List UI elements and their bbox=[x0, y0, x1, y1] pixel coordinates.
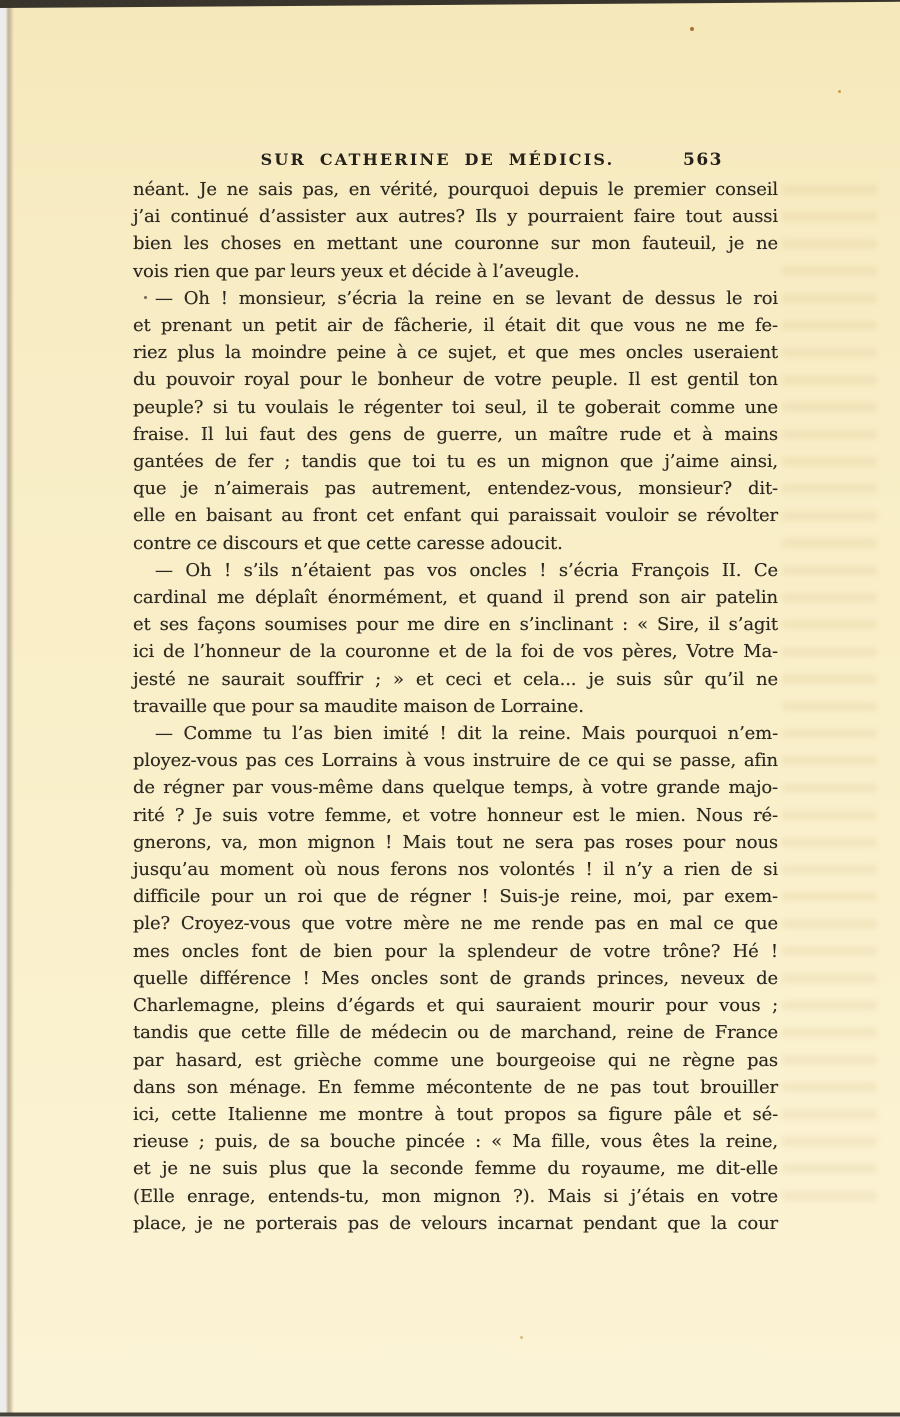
text-line: ple? Croyez-vous que votre mère ne me rende pas en mal ce que bbox=[133, 913, 778, 935]
text-line: et ses façons soumises pour me dire en s’inclinant : « Sire, il s’agit bbox=[133, 614, 778, 636]
text-line: contre ce discours et que cette caresse adoucit. bbox=[133, 532, 563, 554]
paper-speck bbox=[838, 90, 841, 93]
paragraph bbox=[133, 557, 778, 720]
text-line: — Oh ! s’ils n’étaient pas vos oncles ! s’écria François II. Ce bbox=[155, 559, 778, 581]
paragraph bbox=[133, 285, 778, 557]
text-line: néant. Je ne sais pas, en vérité, pourquoi depuis le premier conseil bbox=[133, 179, 778, 200]
text-line: vois rien que par leurs yeux et décide à l’aveugle. bbox=[133, 260, 580, 282]
page-number: 563 bbox=[683, 150, 723, 170]
text-line: par hasard, est grièche comme une bourgeoise qui ne règne pas bbox=[133, 1049, 778, 1071]
text-line: travaille que pour sa maudite maison de Lorraine. bbox=[133, 695, 584, 717]
text-line: et je ne suis plus que la seconde femme du royaume, me dit-elle bbox=[133, 1158, 778, 1180]
paragraph bbox=[133, 720, 778, 1237]
paper-speck bbox=[690, 27, 694, 31]
text-line: et prenant un petit air de fâcherie, il était dit que vous ne me fe- bbox=[133, 315, 778, 337]
running-header-title: SUR CATHERINE DE MÉDICIS. bbox=[260, 150, 615, 169]
text-line: que je n’aimerais pas autrement, entendez-vous, monsieur? dit- bbox=[133, 478, 778, 500]
reverse-page-showthrough bbox=[782, 185, 877, 1215]
text-line: j’ai continué d’assister aux autres? Ils y pourraient faire tout aussi bbox=[133, 206, 778, 228]
text-line: du pouvoir royal pour le bonheur de votre peuple. Il est gentil ton bbox=[133, 369, 778, 391]
text-line: gantées de fer ; tandis que toi tu es un mignon que j’aime ainsi, bbox=[133, 451, 778, 473]
text-line: place, je ne porterais pas de velours incarnat pendant que la cour bbox=[133, 1212, 778, 1234]
text-line: ployez-vous pas ces Lorrains à vous instruire de ce qui se passe, afin bbox=[133, 750, 778, 772]
text-line: jesté ne saurait souffrir ; » et ceci et cela... je suis sûr qu’il ne bbox=[133, 668, 778, 690]
text-line: mes oncles font de bien pour la splendeur de votre trône? Hé ! bbox=[133, 940, 778, 962]
text-block bbox=[133, 176, 778, 1237]
text-line: rieuse ; puis, de sa bouche pincée : « Ma fille, vous êtes la reine, bbox=[133, 1131, 778, 1153]
paper-speck bbox=[144, 296, 147, 299]
text-line: ici de l’honneur de la couronne et de la foi de vos pères, Votre Ma- bbox=[133, 641, 778, 663]
text-line: de régner par vous-même dans quelque temps, à votre grande majo- bbox=[133, 777, 778, 799]
text-line: dans son ménage. En femme mécontente de ne pas tout brouiller bbox=[133, 1076, 778, 1098]
text-line: cardinal me déplaît énormément, et quand il prend son air patelin bbox=[133, 587, 778, 609]
paper-speck bbox=[520, 1336, 523, 1339]
text-line: riez plus la moindre peine à ce sujet, et que mes oncles useraient bbox=[133, 342, 778, 364]
text-line: gnerons, va, mon mignon ! Mais tout ne sera pas roses pour nous bbox=[133, 831, 778, 853]
text-line: — Oh ! monsieur, s’écria la reine en se levant de dessus le roi bbox=[155, 287, 778, 309]
text-line: ici, cette Italienne me montre à tout propos sa figure pâle et sé- bbox=[133, 1103, 778, 1125]
page-left-edge bbox=[0, 0, 14, 1417]
text-line: jusqu’au moment où nous ferons nos volontés ! il n’y a rien de si bbox=[133, 859, 778, 881]
text-line: difficile pour un roi que de régner ! Suis-je reine, moi, par exem- bbox=[133, 886, 778, 908]
text-line: Charlemagne, pleins d’égards et qui sauraient mourir pour vous ; bbox=[133, 995, 778, 1017]
text-line: quelle différence ! Mes oncles sont de grands princes, neveux de bbox=[133, 967, 778, 989]
scan-bottom-edge bbox=[0, 1412, 900, 1417]
text-line: bien les choses en mettant une couronne sur mon fauteuil, je ne bbox=[133, 233, 778, 255]
running-header bbox=[133, 150, 778, 176]
paragraph bbox=[133, 176, 778, 285]
text-line: tandis que cette fille de médecin ou de marchand, reine de France bbox=[133, 1022, 778, 1044]
text-line: fraise. Il lui faut des gens de guerre, un maître rude et à mains bbox=[133, 423, 778, 445]
text-line: elle en baisant au front cet enfant qui paraissait vouloir se révolter bbox=[133, 505, 778, 527]
text-line: (Elle enrage, entends-tu, mon mignon ?). Mais si j’étais en votre bbox=[133, 1185, 778, 1207]
text-line: — Comme tu l’as bien imité ! dit la reine. Mais pourquoi n’em- bbox=[155, 723, 778, 745]
text-line: peuple? si tu voulais le régenter toi seul, il te goberait comme une bbox=[133, 396, 778, 418]
text-line: rité ? Je suis votre femme, et votre honneur est le mien. Nous ré- bbox=[133, 804, 778, 826]
